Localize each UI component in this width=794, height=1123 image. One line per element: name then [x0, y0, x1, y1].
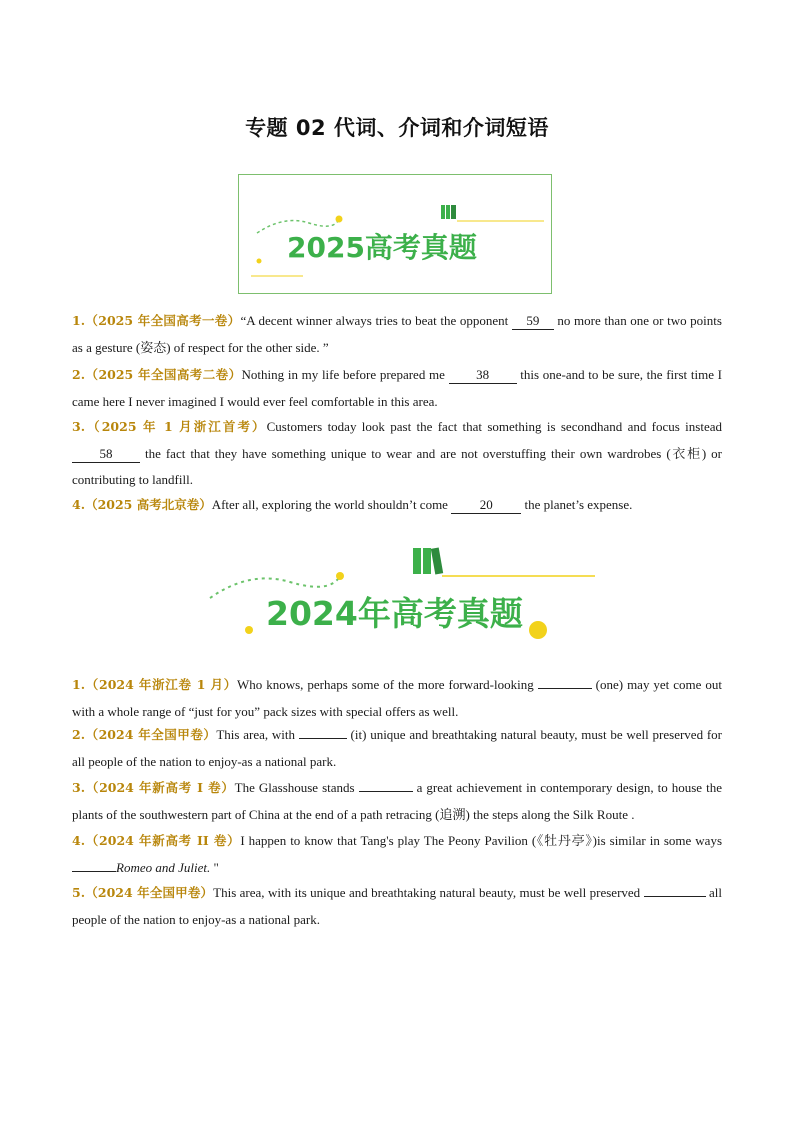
question-source: 4.（2025 高考北京卷） [72, 497, 212, 512]
question-source: 3.（2024 年新高考 I 卷） [72, 780, 235, 795]
answer-blank[interactable] [538, 672, 592, 689]
question-number: 1. [72, 313, 86, 328]
dot-icon [529, 621, 547, 639]
dot-icon [257, 259, 262, 264]
books-icon [441, 205, 456, 219]
question-2024-5: 5.（2024 年全国甲卷）This area, with its unique and breathtaking natural beauty, must be well preserved all people of the nation to enjoy-as a national park. [72, 880, 722, 933]
question-number: 3. [72, 780, 86, 795]
question-source: 1.（2025 年全国高考一卷） [72, 313, 241, 328]
question-source: 2.（2024 年全国甲卷） [72, 727, 217, 742]
question-2025-4: 4.（2025 高考北京卷）After all, exploring the world shouldn’t come 20 the planet’s expense. [72, 497, 633, 512]
dot-icon [336, 572, 344, 580]
answer-blank[interactable] [72, 855, 116, 872]
question-number: 4. [72, 833, 86, 848]
question-source: 5.（2024 年全国甲卷） [72, 885, 214, 900]
banner-2024 [200, 540, 600, 650]
question-number: 4. [72, 497, 86, 512]
answer-blank[interactable]: 59 [512, 313, 554, 330]
answer-blank[interactable]: 20 [451, 497, 521, 514]
question-number: 5. [72, 885, 86, 900]
answer-blank[interactable] [644, 880, 706, 897]
question-source: 2.（2025 年全国高考二卷） [72, 367, 242, 382]
banner-2025-graphic [239, 175, 553, 295]
banner-2024-text: 2024年高考真题 [266, 594, 523, 633]
question-source: 3.（2025 年 1 月浙江首考） [72, 419, 267, 434]
question-2025-3: 3.（2025 年 1 月浙江首考）Customers today look past the fact that something is secondhand and focus instead 58 the fact that they have something unique to wear and are not overstuffing their own wardrobes (衣柜) or contributing to landfill. [72, 419, 723, 487]
question-2025-1: 1.（2025 年全国高考一卷）“A decent winner always tries to beat the opponent 59 no more than one or two points as a gesture (姿态) of respect for the other side. ” [72, 313, 722, 355]
question-2024-4: 4.（2024 年新高考 II 卷）I happen to know that Tang's play The Peony Pavilion (《牡丹亭》)is similar in some ways Romeo and Juliet. " [72, 833, 722, 875]
question-2024-1: 1.（2024 年浙江卷 1 月）Who knows, perhaps some of the more forward-looking (one) may yet come out with a whole range of “just for you” pack sizes with special offers as well. [72, 672, 722, 725]
dot-icon [336, 216, 343, 223]
question-source: 4.（2024 年新高考 II 卷） [72, 833, 241, 848]
question-2024-2: 2.（2024 年全国甲卷）This area, with (it) unique and breathtaking natural beauty, must be well preserved for all people of the nation to enjoy-as a national park. [72, 722, 722, 775]
dot-icon [245, 626, 253, 634]
banner-2025 [238, 174, 552, 294]
answer-blank[interactable]: 58 [72, 446, 140, 463]
page-title: 专题 02 代词、介词和介词短语 [245, 116, 549, 140]
question-source: 1.（2024 年浙江卷 1 月） [72, 677, 237, 692]
question-number: 1. [72, 677, 86, 692]
question-2025-2: 2.（2025 年全国高考二卷）Nothing in my life before prepared me 38 this one-and to be sure, the first time I came here I never imagined I would ever feel comfortable in this area. [72, 367, 722, 409]
question-2024-3: 3.（2024 年新高考 I 卷）The Glasshouse stands a great achievement in contemporary design, to house the plants of the southwestern part of China at the end of a path retracing (追溯) the steps along the Silk Route . [72, 775, 722, 828]
answer-blank[interactable] [359, 775, 413, 792]
answer-blank[interactable] [299, 722, 347, 739]
banner-2025-text: 2025高考真题 [287, 231, 477, 264]
books-icon [413, 548, 443, 575]
answer-blank[interactable]: 38 [449, 367, 517, 384]
question-number: 2. [72, 367, 86, 382]
question-number: 3. [72, 419, 86, 434]
question-number: 2. [72, 727, 86, 742]
